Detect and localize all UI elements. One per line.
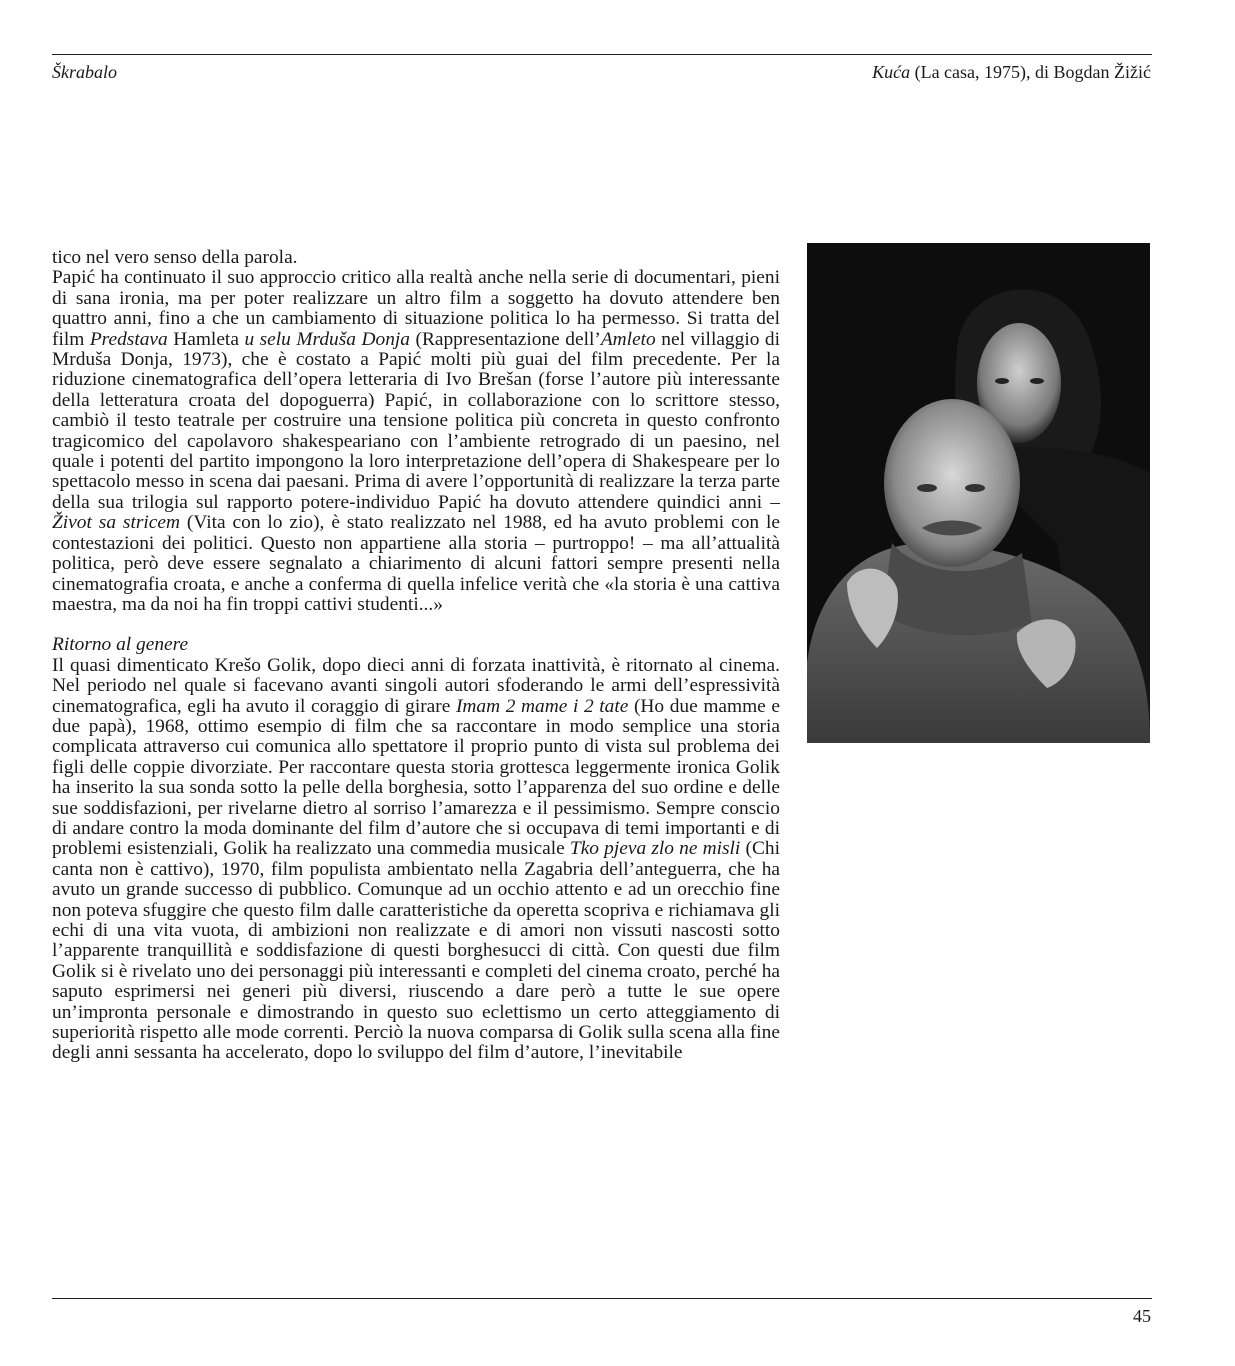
photo-portrait-icon: [807, 243, 1150, 743]
section-heading: Ritorno al genere: [52, 634, 189, 656]
running-head-film-title: Kuća: [872, 62, 911, 82]
footer-rule: [52, 1298, 1152, 1299]
header-rule: [52, 54, 1152, 55]
article-body: [52, 248, 780, 1064]
running-head-film-details: (La casa, 1975), di Bogdan Žižić: [910, 62, 1151, 82]
film-still-photo: [807, 243, 1150, 743]
page-number: 45: [1133, 1306, 1151, 1326]
paragraph: tico nel vero senso della parola.: [52, 247, 298, 268]
paragraph: Papić ha continuato il suo approccio critico alla realtà anche nella serie di documentari, pieni di sana ironia, ma per poter realizzare un altro film a soggetto ha dovuto attendere ben quattro anni, fino a che un cambiamento di situazione politica lo ha permesso. Si tratta del film Predstava Hamleta u selu Mrduša Donja (Rappresentazione dell’Amleto nel villaggio di Mrduša Donja, 1973), che è costato a Papić molti più guai del film precedente. Per la riduzione cinematografica dell’opera letteraria di Ivo Brešan (forse l’autore più interessante della letteratura croata del dopoguerra) Papić, in collaborazione con lo scrittore stesso, cambiò il testo teatrale per costruire una tensione politica più concreta in questo confronto tragicomico del capolavoro shakespeariano con l’ambiente retrogrado di un paesino, nel quale i potenti del partito impongono la loro interpretazione dell’opera di Shakespeare per lo spettacolo messo in scena dai paesani. Prima di avere l’opportunità di realizzare la terza parte della sua trilogia sul rapporto potere-individuo Papić ha dovuto attendere quindici anni – Život sa stricem (Vita con lo zio), è stato realizzato nel 1988, ed ha avuto problemi con le contestazioni dei politici. Questo non appartiene alla storia – purtroppo! – ma all’attualità politica, però deve essere segnalato a chiarimento di alcuni fattori sempre presenti nella cinematografia croata, e anche a conferma di quella infelice verità che «la storia è una cattiva maestra, ma da noi ha fin troppi cattivi studenti...»: [52, 267, 780, 615]
running-head-author: Škrabalo: [52, 62, 117, 82]
paragraph: Il quasi dimenticato Krešo Golik, dopo dieci anni di forzata inattività, è ritornato al cinema. Nel periodo nel quale si facevano avanti singoli autori sfoderando le armi dell’espressività cinematografica, egli ha avuto il coraggio di girare Imam 2 mame i 2 tate (Ho due mamme e due papà), 1968, ottimo esempio di film che sa raccontare in modo semplice una storia complicata attraverso cui comunica allo spettatore il proprio punto di vista sul problema dei figli delle coppie divorziate. Per raccontare questa storia grottesca leggermente ironica Golik ha inserito la sua sonda sotto la pelle della borghesia, sotto l’apparenza del suo ordine e delle sue soddisfazioni, per rivelarne dietro al sorriso l’amarezza e il pessimismo. Sempre conscio di andare contro la moda dominante del film d’autore che si occupava di temi importanti e di problemi esistenziali, Golik ha realizzato una commedia musicale Tko pjeva zlo ne misli (Chi canta non è cattivo), 1970, film populista ambientato nella Zagabria dell’anteguerra, che ha avuto un grande successo di pubblico. Comunque ad un occhio attento e ad un orecchio fine non poteva sfuggire che questo film dalle caratteristiche da operetta scopriva e richiamava gli echi di una vita vuota, di ambizioni non realizzate e di amori non vissuti nascosti sotto l’apparente tranquillità e soddisfazione di questi borghesucci di città. Con questi due film Golik si è rivelato uno dei personaggi più interessanti e completi del cinema croato, perché ha saputo esprimersi nei generi più diversi, riuscendo a dare però a tutte le sue opere un’impronta personale e dimostrando in questo suo eclettismo un certo atteggiamento di superiorità rispetto alle mode correnti. Perciò la nuova comparsa di Golik sulla scena alla fine degli anni sessanta ha accelerato, dopo lo sviluppo del film d’autore, l’inevitabile: [52, 654, 780, 1064]
running-head-caption: [872, 62, 1151, 83]
